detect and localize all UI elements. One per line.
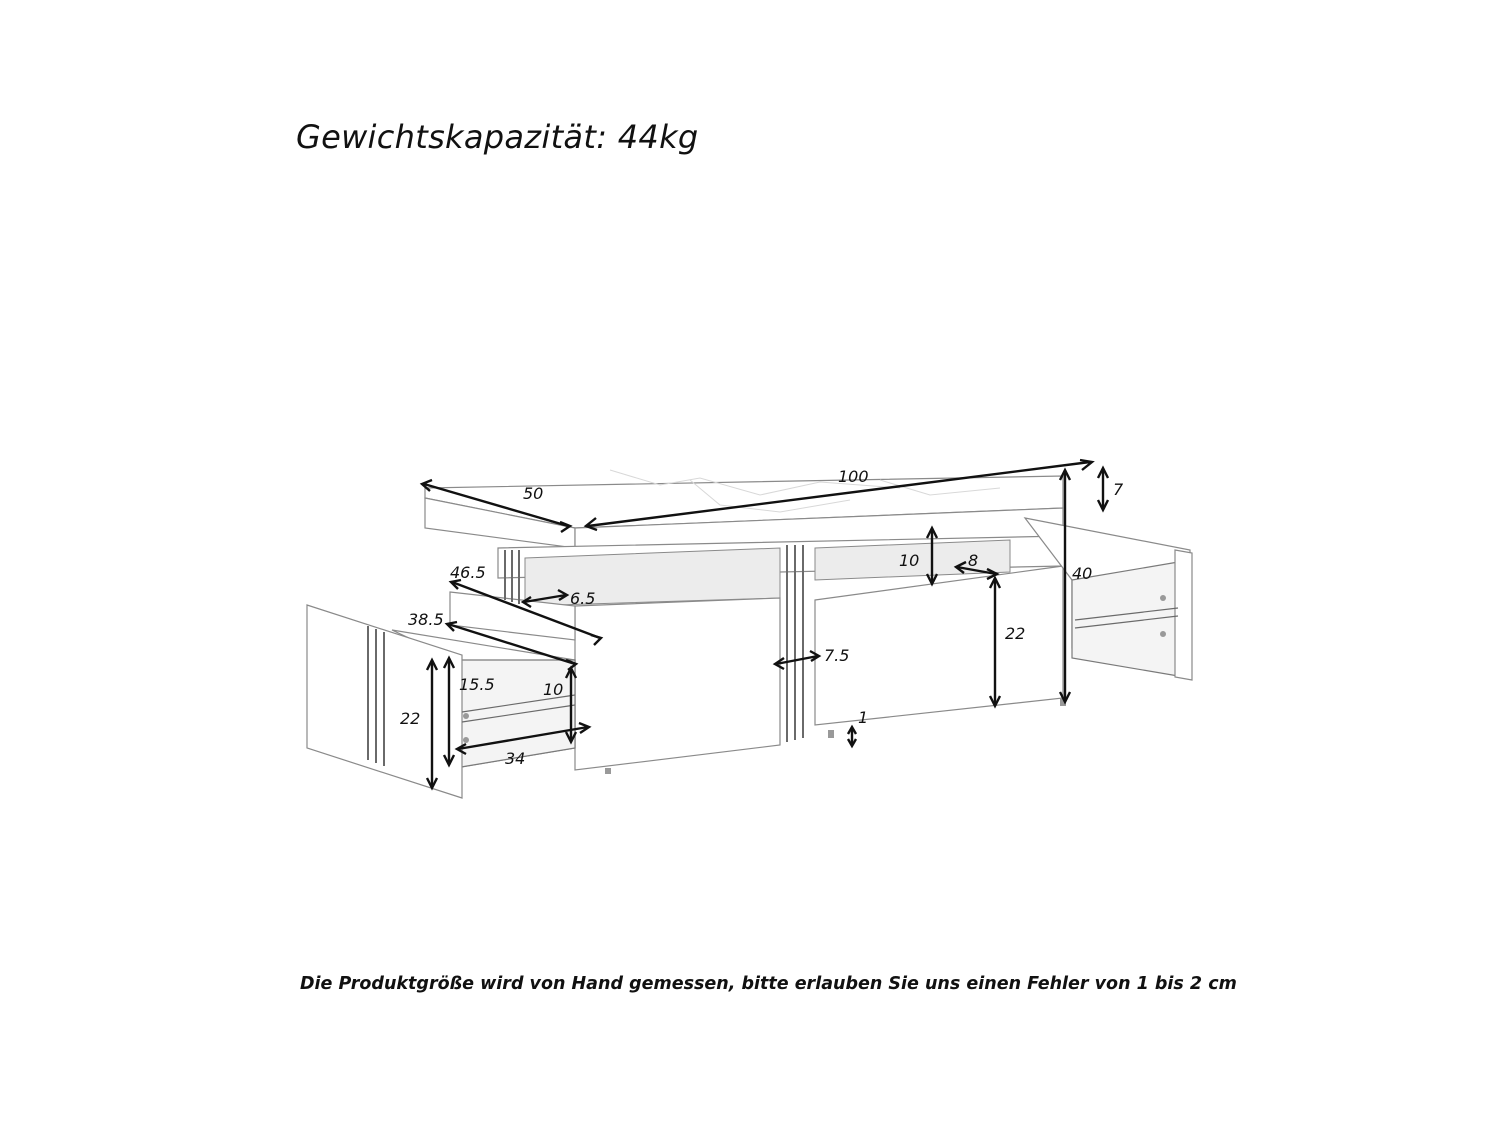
measurement-disclaimer: Die Produktgröße wird von Hand gemessen, bitte erlauben Sie uns einen Fehler von 1 bis 2 cm	[300, 974, 1237, 994]
dim-foot-height: 1	[858, 708, 869, 727]
dim-shelf-inner: 6.5	[570, 589, 596, 608]
dim-drawer-inner-10: 10	[543, 680, 564, 699]
dim-total-height: 40	[1072, 564, 1093, 583]
dim-top-depth: 50	[523, 484, 544, 503]
dim-shelf-height: 10	[899, 551, 920, 570]
dim-top-length: 100	[838, 467, 869, 486]
dim-drawer-front-height: 22	[400, 709, 421, 728]
dim-shelf-gap: 8	[968, 551, 979, 570]
dim-drawer-depth: 38.5	[408, 610, 444, 629]
page-title: Gewichtskapazität: 44kg	[296, 118, 699, 156]
dim-drawer-inner-height: 15.5	[459, 675, 495, 694]
dim-drawer-width: 34	[505, 749, 526, 768]
dim-divider-width: 7.5	[824, 646, 850, 665]
dim-front-drawer-height: 22	[1005, 624, 1026, 643]
dim-shelf-depth: 46.5	[450, 563, 486, 582]
dim-top-thickness: 7	[1113, 480, 1124, 499]
